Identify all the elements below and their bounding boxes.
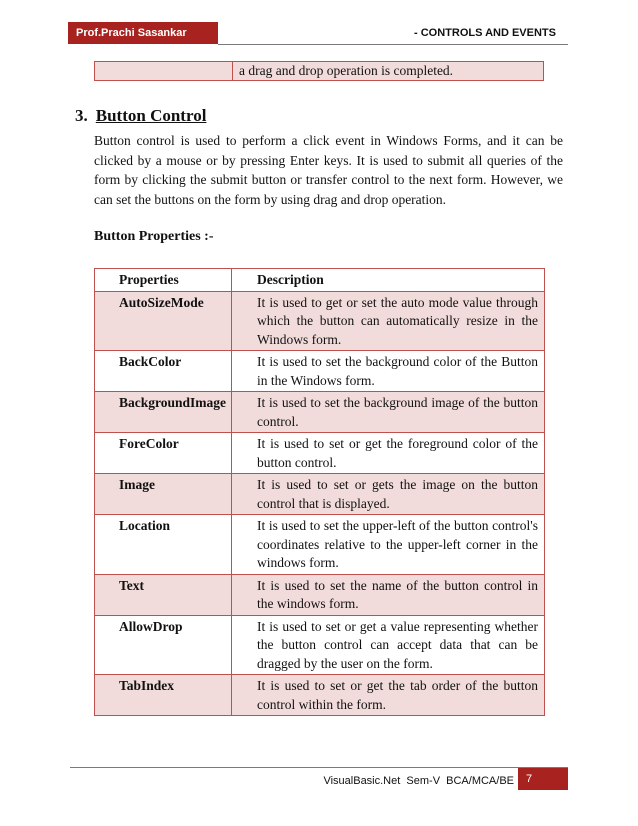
table-header-row — [95, 269, 545, 292]
table-row — [95, 351, 545, 392]
properties-subheading: Button Properties :- — [94, 229, 214, 244]
continued-property-cell — [95, 62, 233, 81]
property-cell: Text — [95, 574, 232, 615]
description-cell: It is used to get or set the auto mode value through which the button can automatically resize in the Windows form. — [232, 291, 545, 351]
table-row — [95, 62, 544, 81]
property-cell: TabIndex — [95, 675, 232, 716]
header-author: Prof.Prachi Sasankar — [68, 22, 218, 44]
table-row — [95, 675, 545, 716]
column-header-properties: Properties — [95, 269, 232, 292]
description-cell: It is used to set or get the tab order of the button control within the form. — [232, 675, 545, 716]
button-properties-table — [94, 268, 545, 716]
continued-description-cell: a drag and drop operation is completed. — [233, 62, 544, 81]
header-divider — [218, 44, 568, 45]
section-number: 3. — [75, 106, 88, 125]
table-row — [95, 515, 545, 575]
column-header-description: Description — [232, 269, 545, 292]
footer-divider — [70, 767, 568, 768]
property-cell: AutoSizeMode — [95, 291, 232, 351]
property-cell: ForeColor — [95, 433, 232, 474]
property-cell: Image — [95, 474, 232, 515]
property-cell: BackgroundImage — [95, 392, 232, 433]
table-row — [95, 615, 545, 675]
description-cell: It is used to set or get a value representing whether the button control can accept data that can be dragged by the user on the form. — [232, 615, 545, 675]
description-cell: It is used to set the name of the button control in the windows form. — [232, 574, 545, 615]
table-row — [95, 474, 545, 515]
section-heading — [75, 106, 206, 126]
table-row — [95, 433, 545, 474]
description-cell: It is used to set the background color of the Button in the Windows form. — [232, 351, 545, 392]
description-cell: It is used to set or gets the image on the button control that is displayed. — [232, 474, 545, 515]
section-paragraph: Button control is used to perform a click event in Windows Forms, and it can be clicked by a mouse or by pressing Enter keys. It is used to submit all queries of the form by clicking the submit button or transfer control to the next form. However, we can set the buttons on the form by using drag and drop operation. — [94, 133, 563, 207]
footer-course: VisualBasic.Net Sem-V BCA/MCA/BE — [323, 775, 514, 787]
property-cell: AllowDrop — [95, 615, 232, 675]
property-cell: Location — [95, 515, 232, 575]
table-row — [95, 574, 545, 615]
continued-table — [94, 61, 544, 81]
property-cell: BackColor — [95, 351, 232, 392]
description-cell: It is used to set the upper-left of the button control's coordinates relative to the upper-left corner in the windows form. — [232, 515, 545, 575]
section-title: Button Control — [95, 106, 207, 125]
table-row — [95, 392, 545, 433]
description-cell: It is used to set the background image of the button control. — [232, 392, 545, 433]
description-cell: It is used to set or get the foreground color of the button control. — [232, 433, 545, 474]
header-title: - CONTROLS AND EVENTS — [414, 27, 556, 39]
table-row — [95, 291, 545, 351]
page-number: 7 — [518, 768, 568, 790]
